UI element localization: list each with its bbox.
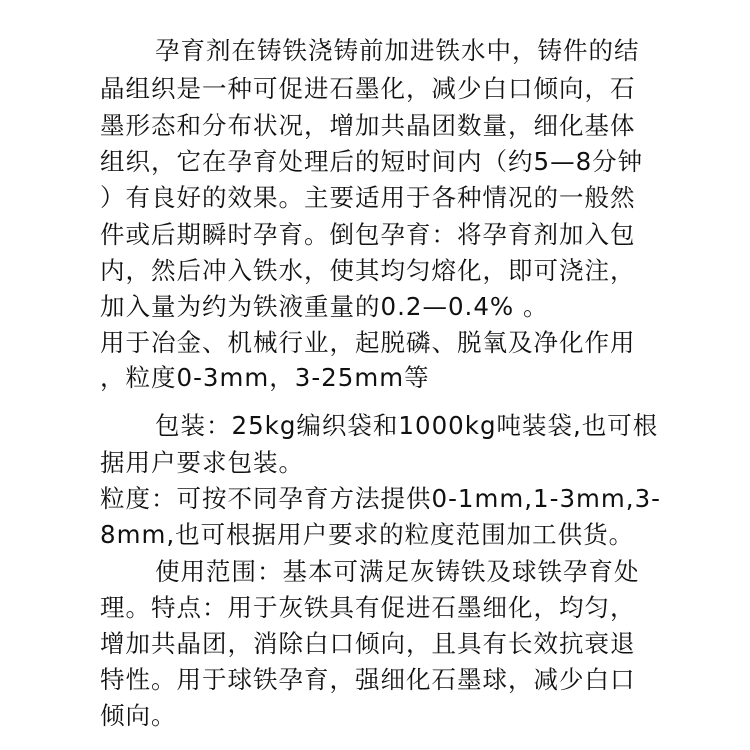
paragraph-1-line-5: ）有良好的效果。主要适用于各种情况的一般然 — [100, 183, 636, 212]
paragraph-1-line-3: 墨形态和分布状况，增加共晶团数量，细化基体 — [100, 111, 636, 140]
paragraph-3-line-1: 包装：25kg编织袋和1000kg吨装袋,也可根 — [155, 411, 659, 440]
paragraph-1-line-2: 晶组织是一种可促进石墨化，减少白口倾向，石 — [100, 74, 636, 103]
paragraph-5-line-2: 理。特点：用于灰铁具有促进石墨细化，均匀， — [100, 593, 636, 622]
paragraph-2-line-1: 用于冶金、机械行业，起脱磷、脱氧及净化作用 — [100, 328, 636, 357]
paragraph-1-line-4: 组织，它在孕育处理后的短时间内（约5—8分钟 — [100, 147, 644, 176]
paragraph-5-line-4: 特性。用于球铁孕育，强细化石墨球，减少白口 — [100, 665, 636, 694]
paragraph-1-line-1: 孕育剂在铸铁浇铸前加进铁水中，铸件的结 — [155, 36, 640, 65]
paragraph-2-line-2: ，粒度0-3mm，3-25mm等 — [100, 363, 430, 392]
paragraph-5-line-1: 使用范围：基本可满足灰铸铁及球铁孕育处 — [155, 557, 640, 586]
paragraph-4-line-1: 粒度：可按不同孕育方法提供0-1mm,1-3mm,3- — [100, 484, 661, 513]
paragraph-5-line-5: 倾向。 — [100, 701, 177, 730]
paragraph-4-line-2: 8mm,也可根据用户要求的粒度范围加工供货。 — [100, 520, 635, 549]
paragraph-1-line-7: 内，然后冲入铁水，使其均匀熔化，即可浇注， — [100, 256, 636, 285]
paragraph-5-line-3: 增加共晶团，消除白口倾向，且具有长效抗衰退 — [100, 629, 636, 658]
paragraph-1-line-6: 件或后期瞬时孕育。倒包孕育：将孕育剂加入包 — [100, 220, 636, 249]
paragraph-3-line-2: 据用户要求包装。 — [100, 448, 304, 477]
paragraph-1-line-8: 加入量为约为铁液重量的0.2—0.4% 。 — [100, 292, 549, 321]
